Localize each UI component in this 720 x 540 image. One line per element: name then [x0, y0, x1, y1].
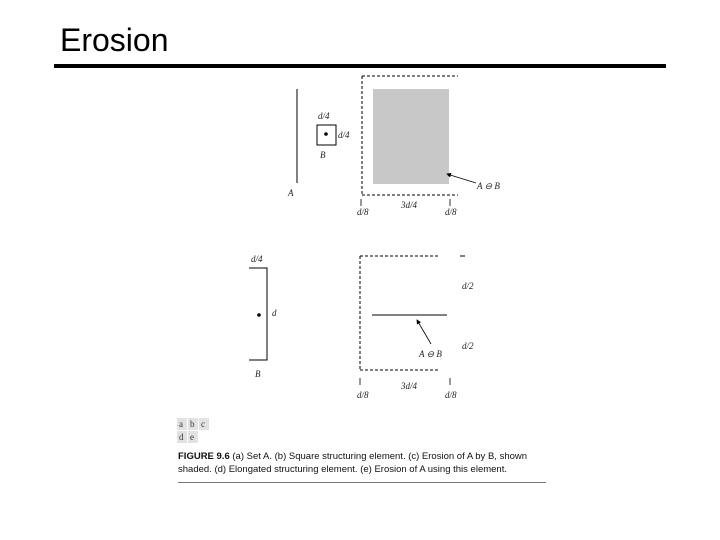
eroded-region — [373, 89, 449, 184]
panel-letter-c: c — [201, 419, 205, 429]
square-element-top-label: d/4 — [318, 111, 330, 121]
figure-caption-text: (a) Set A. (b) Square structuring element. (c) Erosion of A by B, shown shaded. (d) Elongated structuring element. (e) Erosion of A using this element. — [178, 451, 528, 475]
panel-d-elongated-element — [249, 254, 277, 379]
elongated-element-side-label: d — [272, 308, 277, 318]
elongated-element-name: B — [255, 369, 261, 379]
panel-letter-a: a — [179, 419, 183, 429]
square-element-side-label: d/4 — [338, 130, 350, 140]
element-origin-dot — [324, 132, 328, 136]
figure-caption — [178, 451, 550, 476]
dim-left-c: d/8 — [357, 207, 369, 217]
elongated-origin-dot — [257, 313, 261, 317]
dim-upper-right-e: d/2 — [462, 281, 474, 291]
dim-right-c: d/8 — [445, 207, 457, 217]
dim-middle-e: 3d/4 — [401, 381, 418, 391]
set-A-label: A — [288, 188, 294, 198]
panel-e-erosion-line — [357, 256, 474, 400]
dim-left-e: d/8 — [357, 390, 369, 400]
dim-middle-c: 3d/4 — [401, 200, 418, 210]
panel-c-erosion-square — [357, 76, 500, 217]
caption-divider — [178, 482, 546, 483]
square-element-name: B — [320, 150, 326, 160]
elongated-element-top-label: d/4 — [251, 254, 263, 264]
erosion-result-label: A ⊖ B — [477, 181, 500, 191]
dim-lower-right-e: d/2 — [462, 341, 474, 351]
slide-title: Erosion — [60, 22, 169, 58]
panel-letter-b: b — [190, 419, 195, 429]
panel-letter-e: e — [190, 432, 194, 442]
panel-letter-grid — [177, 418, 209, 443]
panel-b-square-element — [317, 111, 350, 160]
panel-letter-d: d — [179, 432, 184, 442]
erosion-line-result-label: A ⊖ B — [419, 349, 442, 359]
panel-a-set-A — [287, 89, 297, 198]
figure-number: FIGURE 9.6 — [178, 451, 230, 462]
dim-right-e: d/8 — [445, 390, 457, 400]
